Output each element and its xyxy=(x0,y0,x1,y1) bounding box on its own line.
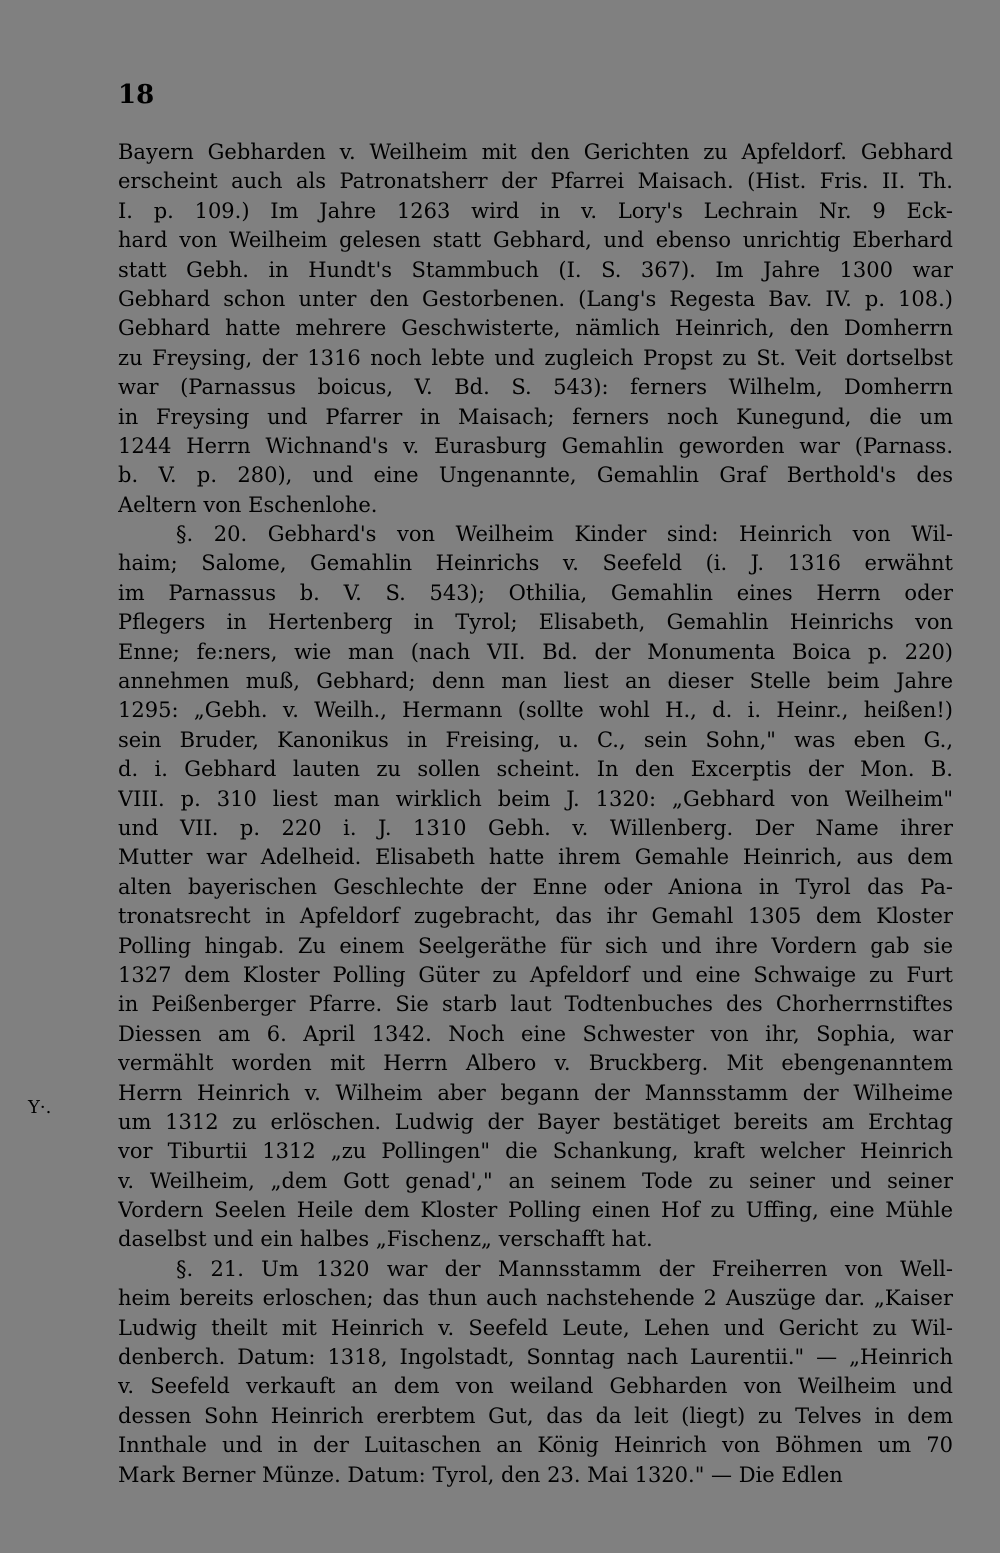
margin-mark: Y·. xyxy=(28,1097,52,1118)
text-line: Vordern Seelen Heile dem Kloster Polling einen Hof zu Uffing, eine Mühle xyxy=(118,1198,953,1223)
text-line: Herrn Heinrich v. Wilheim aber begann der Mannsstamm der Wilheime xyxy=(118,1080,953,1105)
text-line: 1295: „Gebh. v. Weilh., Hermann (sollte wohl H., d. i. Heinr., heißen!) xyxy=(118,698,953,723)
text-line: um 1312 zu erlöschen. Ludwig der Bayer bestätiget bereits am Erchtag xyxy=(118,1109,953,1134)
text-line: vermählt worden mit Herrn Albero v. Bruckberg. Mit ebengenanntem xyxy=(118,1051,953,1076)
text-line: war (Parnassus boicus, V. Bd. S. 543): ferners Wilhelm, Domherrn xyxy=(118,375,953,400)
text-line: Gebhard hatte mehrere Geschwisterte, nämlich Heinrich, den Domherrn xyxy=(118,316,953,341)
text-line: vor Tiburtii 1312 „zu Pollingen" die Schankung, kraft welcher Heinrich xyxy=(118,1139,953,1164)
text-line: statt Gebh. in Hundt's Stammbuch (I. S. 367). Im Jahre 1300 war xyxy=(118,257,953,282)
text-line: in Peißenberger Pfarre. Sie starb laut Todtenbuches des Chorherrnstiftes xyxy=(118,992,953,1017)
text-line: und VII. p. 220 i. J. 1310 Gebh. v. Willenberg. Der Name ihrer xyxy=(118,815,953,840)
text-line: erscheint auch als Patronatsherr der Pfarrei Maisach. (Hist. Fris. II. Th. xyxy=(118,169,953,194)
text-line: b. V. p. 280), und eine Ungenannte, Gemahlin Graf Berthold's des xyxy=(118,463,953,488)
text-line: heim bereits erloschen; das thun auch nachstehende 2 Auszüge dar. „Kaiser xyxy=(118,1286,953,1311)
text-line: sein Bruder, Kanonikus in Freising, u. C., sein Sohn," was eben G., xyxy=(118,727,953,752)
text-line: tronatsrecht in Apfeldorf zugebracht, das ihr Gemahl 1305 dem Kloster xyxy=(118,904,953,929)
text-line: 1327 dem Kloster Polling Güter zu Apfeldorf und eine Schwaige zu Furt xyxy=(118,962,953,987)
text-line: Polling hingab. Zu einem Seelgeräthe für sich und ihre Vordern gab sie xyxy=(118,933,953,958)
text-line: Enne; fe:ners, wie man (nach VII. Bd. der Monumenta Boica p. 220) xyxy=(118,639,953,664)
text-line: haim; Salome, Gemahlin Heinrichs v. Seefeld (i. J. 1316 erwähnt xyxy=(118,551,953,576)
text-line: denberch. Datum: 1318, Ingolstadt, Sonntag nach Laurentii." — „Heinrich xyxy=(118,1345,953,1370)
text-line: Innthale und in der Luitaschen an König Heinrich von Böhmen um 70 xyxy=(118,1433,953,1458)
text-line: v. Seefeld verkauft an dem von weiland Gebharden von Weilheim und xyxy=(118,1374,953,1399)
text-line: I. p. 109.) Im Jahre 1263 wird in v. Lory's Lechrain Nr. 9 Eck- xyxy=(118,198,953,223)
text-line: in Freysing und Pfarrer in Maisach; ferners noch Kunegund, die um xyxy=(118,404,953,429)
text-line: daselbst und ein halbes „Fischenz„ verschafft hat. xyxy=(118,1227,653,1252)
text-line: Ludwig theilt mit Heinrich v. Seefeld Leute, Lehen und Gericht zu Wil- xyxy=(118,1315,953,1340)
text-line: Aeltern von Eschenlohe. xyxy=(118,492,378,517)
text-line: Gebhard schon unter den Gestorbenen. (Lang's Regesta Bav. IV. p. 108.) xyxy=(118,286,953,311)
text-line: §. 20. Gebhard's von Weilheim Kinder sind: Heinrich von Wil- xyxy=(176,522,953,547)
text-line: Bayern Gebharden v. Weilheim mit den Gerichten zu Apfeldorf. Gebhard xyxy=(118,140,953,164)
text-line: im Parnassus b. V. S. 543); Othilia, Gemahlin eines Herrn oder xyxy=(118,580,953,605)
text-line: d. i. Gebhard lauten zu sollen scheint. In den Excerptis der Mon. B. xyxy=(118,757,953,782)
text-line: annehmen muß, Gebhard; denn man liest an dieser Stelle beim Jahre xyxy=(118,669,953,694)
text-line: Diessen am 6. April 1342. Noch eine Schwester von ihr, Sophia, war xyxy=(118,1021,953,1046)
text-line: Pflegers in Hertenberg in Tyrol; Elisabeth, Gemahlin Heinrichs von xyxy=(118,610,953,635)
text-line: v. Weilheim, „dem Gott genad'," an seinem Tode zu seiner und seiner xyxy=(118,1168,953,1193)
text-line: 1244 Herrn Wichnand's v. Eurasburg Gemahlin geworden war (Parnass. xyxy=(118,433,953,458)
text-line: hard von Weilheim gelesen statt Gebhard, und ebenso unrichtig Eberhard xyxy=(118,228,953,253)
page-number: 18 xyxy=(118,80,155,110)
body-text xyxy=(118,138,953,1490)
text-line: alten bayerischen Geschlechte der Enne oder Aniona in Tyrol das Pa- xyxy=(118,874,953,899)
text-line: §. 21. Um 1320 war der Mannsstamm der Freiherren von Well- xyxy=(176,1256,953,1281)
text-line: Mutter war Adelheid. Elisabeth hatte ihrem Gemahle Heinrich, aus dem xyxy=(118,845,953,870)
text-line: Mark Berner Münze. Datum: Tyrol, den 23. Mai 1320." — Die Edlen xyxy=(118,1462,843,1487)
text-line: VIII. p. 310 liest man wirklich beim J. 1320: „Gebhard von Weilheim" xyxy=(118,786,953,811)
text-line: dessen Sohn Heinrich ererbtem Gut, das da leit (liegt) zu Telves in dem xyxy=(118,1403,953,1428)
text-line: zu Freysing, der 1316 noch lebte und zugleich Propst zu St. Veit dortselbst xyxy=(118,345,953,370)
